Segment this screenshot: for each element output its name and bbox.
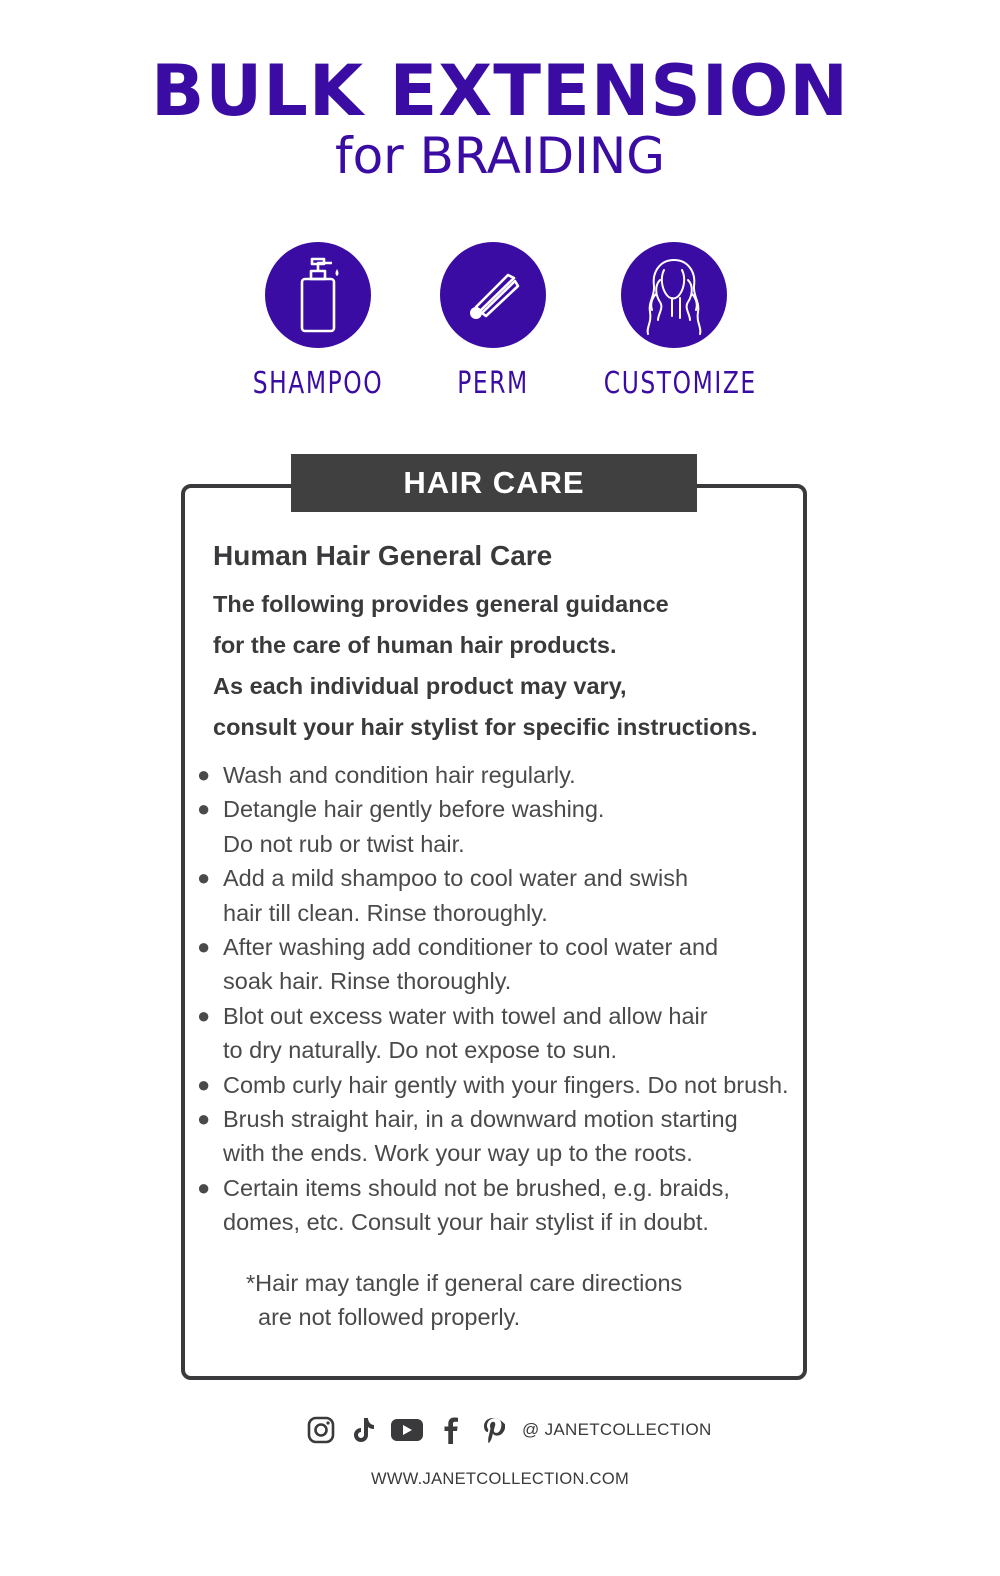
tiktok-icon[interactable] (348, 1415, 378, 1445)
step-line: Brush straight hair, in a downward motion starting (223, 1106, 738, 1133)
step-line: Do not rub or twist hair. (223, 830, 465, 857)
bullet-icon: ● (197, 1071, 211, 1097)
list-item (193, 758, 813, 792)
list-item (193, 1102, 813, 1171)
intro-line: The following provides general guidance (213, 591, 669, 617)
step-line: Add a mild shampoo to cool water and swish (223, 865, 689, 892)
step-line: Comb curly hair gently with your fingers. Do not brush. (223, 1071, 789, 1098)
shampoo-bottle-icon (265, 242, 371, 348)
step-line: domes, etc. Consult your hair stylist if in doubt. (223, 1209, 709, 1236)
flat-iron-icon (440, 242, 546, 348)
youtube-icon[interactable] (390, 1415, 424, 1445)
social-links (306, 1415, 712, 1445)
step-line: Wash and condition hair regularly. (223, 762, 576, 788)
step-line: hair till clean. Rinse thoroughly. (223, 899, 548, 926)
intro-line: consult your hair stylist for specific instructions. (213, 714, 758, 740)
bullet-icon: ● (197, 796, 211, 822)
step-line: Certain items should not be brushed, e.g. braids, (223, 1174, 730, 1201)
care-intro (213, 584, 758, 748)
instagram-icon[interactable] (306, 1415, 336, 1445)
step-line: Detangle hair gently before washing. (223, 796, 605, 823)
product-subtitle: for BRAIDING (334, 127, 665, 185)
website-link[interactable]: WWW.JANETCOLLECTION.COM (370, 1470, 630, 1488)
list-item (193, 1171, 813, 1240)
woman-long-hair-icon (621, 242, 727, 348)
feature-shampoo (228, 242, 408, 401)
care-note (246, 1266, 682, 1335)
hair-care-tab: HAIR CARE (291, 454, 697, 512)
bullet-icon: ● (197, 865, 211, 891)
list-item (193, 861, 813, 930)
intro-line: As each individual product may vary, (213, 673, 627, 699)
facebook-icon[interactable] (436, 1415, 466, 1445)
feature-customize (584, 242, 764, 401)
step-line: After washing add conditioner to cool water and (223, 934, 719, 961)
care-heading: Human Hair General Care (213, 540, 553, 571)
feature-label-shampoo: SHAMPOO (252, 366, 384, 401)
feature-perm (403, 242, 583, 401)
list-item (193, 792, 813, 861)
bullet-icon: ● (197, 1106, 211, 1132)
step-line: Blot out excess water with towel and allow hair (223, 1002, 708, 1029)
social-handle[interactable]: @ JANETCOLLECTION (522, 1420, 712, 1439)
list-item (193, 1068, 813, 1102)
step-line: to dry naturally. Do not expose to sun. (223, 1037, 618, 1064)
note-line: *Hair may tangle if general care directions (246, 1270, 683, 1296)
bullet-icon: ● (197, 934, 211, 960)
feature-label-customize: CUSTOMIZE (603, 366, 757, 401)
care-steps-list (193, 758, 813, 1240)
feature-label-perm: PERM (457, 366, 529, 401)
bullet-icon: ● (197, 1002, 211, 1028)
product-title: BULK EXTENSION (151, 50, 849, 132)
bullet-icon: ● (197, 1174, 211, 1200)
bullet-icon: ● (197, 762, 211, 787)
step-line: soak hair. Rinse thoroughly. (223, 968, 512, 995)
list-item (193, 999, 813, 1068)
note-line: are not followed properly. (258, 1304, 521, 1331)
intro-line: for the care of human hair products. (213, 632, 617, 658)
list-item (193, 930, 813, 999)
step-line: with the ends. Work your way up to the roots. (223, 1140, 693, 1167)
pinterest-icon[interactable] (478, 1415, 508, 1445)
